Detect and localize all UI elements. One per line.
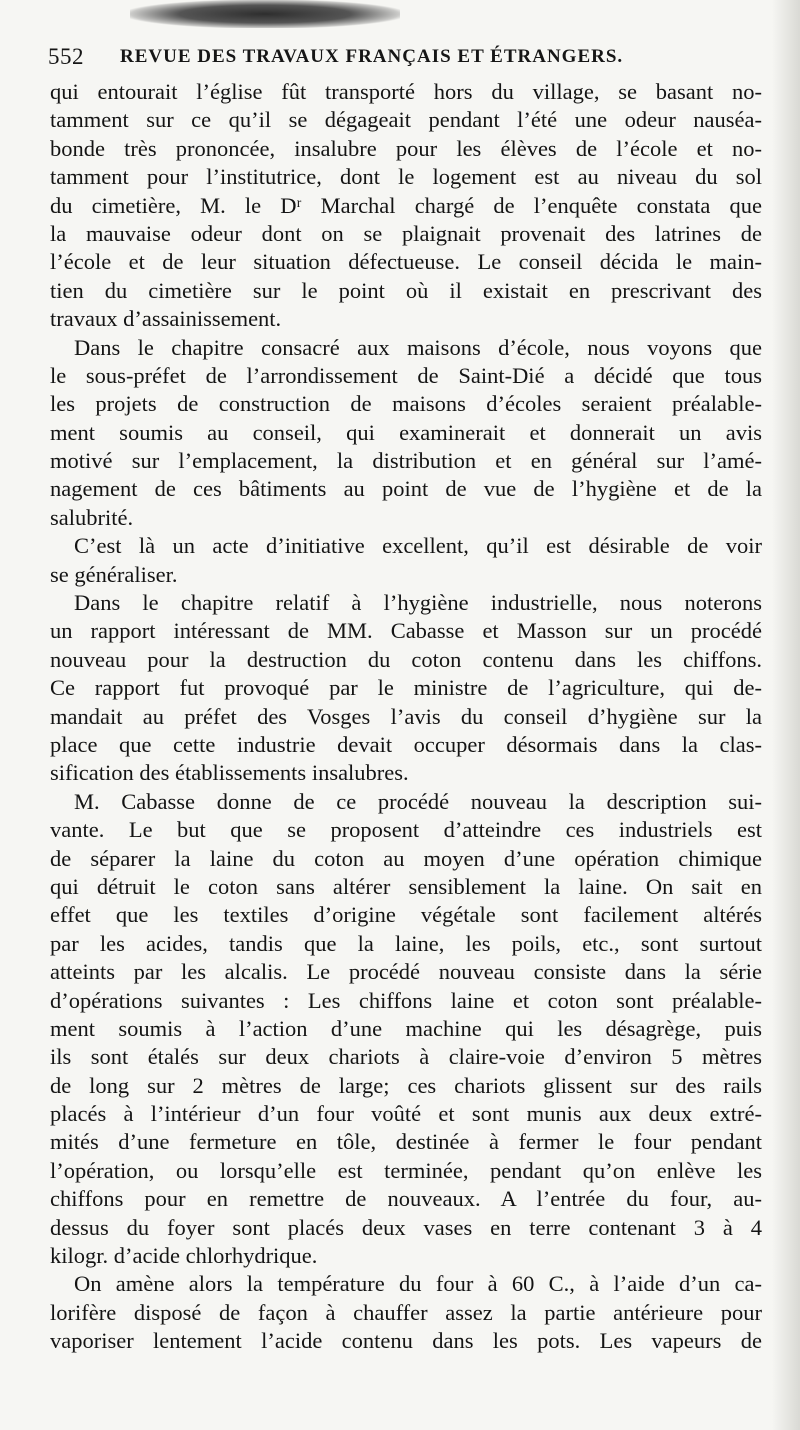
- text-line: nagement de ces bâtiments au point de vue de l’hygiène et de la: [50, 476, 762, 502]
- text-line: atteints par les alcalis. Le procédé nouveau consiste dans la série: [50, 959, 762, 985]
- body-text: [50, 78, 762, 1356]
- text-line: d’opérations suivantes : Les chiffons laine et coton sont préalable-: [50, 987, 762, 1013]
- text-line: par les acides, tandis que la laine, les poils, etc., sont surtout: [50, 930, 762, 956]
- text-line: ils sont étalés sur deux chariots à claire-voie d’environ 5 mètres: [50, 1044, 762, 1070]
- text-line: chiffons pour en remettre de nouveaux. A l’entrée du four, au-: [50, 1186, 762, 1212]
- text-line: C’est là un acte d’initiative excellent, qu’il est désirable de voir: [74, 533, 762, 559]
- text-line: de long sur 2 mètres de large; ces chariots glissent sur des rails: [50, 1072, 762, 1098]
- text-line: tamment pour l’institutrice, dont le logement est au niveau du sol: [50, 164, 762, 190]
- text-line: Dans le chapitre relatif à l’hygiène industrielle, nous noterons: [74, 590, 762, 616]
- text-line: vante. Le but que se proposent d’atteindre ces industriels est: [50, 817, 762, 843]
- text-line: kilogr. d’acide chlorhydrique.: [50, 1243, 318, 1269]
- text-line: Ce rapport fut provoqué par le ministre de l’agriculture, qui de-: [50, 675, 762, 701]
- text-line: travaux d’assainissement.: [50, 306, 282, 332]
- running-head: REVUE DES TRAVAUX FRANÇAIS ET ÉTRANGERS.: [120, 46, 624, 67]
- text-line: M. Cabasse donne de ce procédé nouveau la description sui-: [74, 788, 762, 814]
- text-line: place que cette industrie devait occuper désormais dans la clas-: [50, 731, 762, 757]
- page-header: [48, 38, 768, 72]
- text-line: tamment sur ce qu’il se dégageait pendant l’été une odeur nauséa-: [50, 107, 762, 133]
- text-line: dessus du foyer sont placés deux vases en terre contenant 3 à 4: [50, 1214, 762, 1240]
- text-line: Dans le chapitre consacré aux maisons d’école, nous voyons que: [74, 334, 762, 360]
- text-line: la mauvaise odeur dont on se plaignait provenait des latrines de: [50, 220, 762, 246]
- page-number: 552: [48, 44, 84, 69]
- text-line: On amène alors la température du four à 60 C., à l’aide d’un ca-: [74, 1271, 762, 1297]
- ink-smudge: [130, 0, 400, 28]
- text-line: vaporiser lentement l’acide contenu dans les pots. Les vapeurs de: [50, 1328, 762, 1354]
- text-line: tien du cimetière sur le point où il existait en prescrivant des: [50, 277, 762, 303]
- text-line: l’opération, ou lorsqu’elle est terminée, pendant qu’on enlève les: [50, 1157, 762, 1183]
- text-line: se généraliser.: [50, 561, 178, 587]
- text-line: salubrité.: [50, 504, 134, 530]
- text-line: mités d’une fermeture en tôle, destinée à fermer le four pendant: [50, 1129, 762, 1155]
- text-line: du cimetière, M. le Dʳ Marchal chargé de l’enquête constata que: [50, 192, 762, 218]
- text-line: lorifère disposé de façon à chauffer assez la partie antérieure pour: [50, 1299, 762, 1325]
- text-line: nouveau pour la destruction du coton contenu dans les chiffons.: [50, 646, 762, 672]
- text-line: sification des établissements insalubres.: [50, 760, 409, 786]
- text-line: qui détruit le coton sans altérer sensiblement la laine. On sait en: [50, 873, 762, 899]
- text-line: les projets de construction de maisons d’écoles seraient préalable-: [50, 391, 762, 417]
- text-line: ment soumis au conseil, qui examinerait et donnerait un avis: [50, 419, 762, 445]
- text-line: mandait au préfet des Vosges l’avis du conseil d’hygiène sur la: [50, 703, 762, 729]
- text-line: l’école et de leur situation défectueuse. Le conseil décida le main-: [50, 249, 762, 275]
- text-line: motivé sur l’emplacement, la distribution et en général sur l’amé-: [50, 448, 762, 474]
- text-line: le sous-préfet de l’arrondissement de Saint-Dié a décidé que tous: [50, 362, 762, 388]
- text-line: qui entourait l’église fût transporté hors du village, se basant no-: [50, 79, 762, 104]
- text-line: ment soumis à l’action d’une machine qui les désagrège, puis: [50, 1015, 762, 1041]
- text-line: de séparer la laine du coton au moyen d’une opération chimique: [50, 845, 762, 871]
- text-line: un rapport intéressant de MM. Cabasse et Masson sur un procédé: [50, 618, 762, 644]
- text-line: placés à l’intérieur d’un four voûté et sont munis aux deux extré-: [50, 1101, 762, 1127]
- text-line: effet que les textiles d’origine végétale sont facilement altérés: [50, 902, 762, 928]
- text-line: bonde très prononcée, insalubre pour les élèves de l’école et no-: [50, 135, 762, 161]
- page-edge-shadow: [772, 0, 800, 1430]
